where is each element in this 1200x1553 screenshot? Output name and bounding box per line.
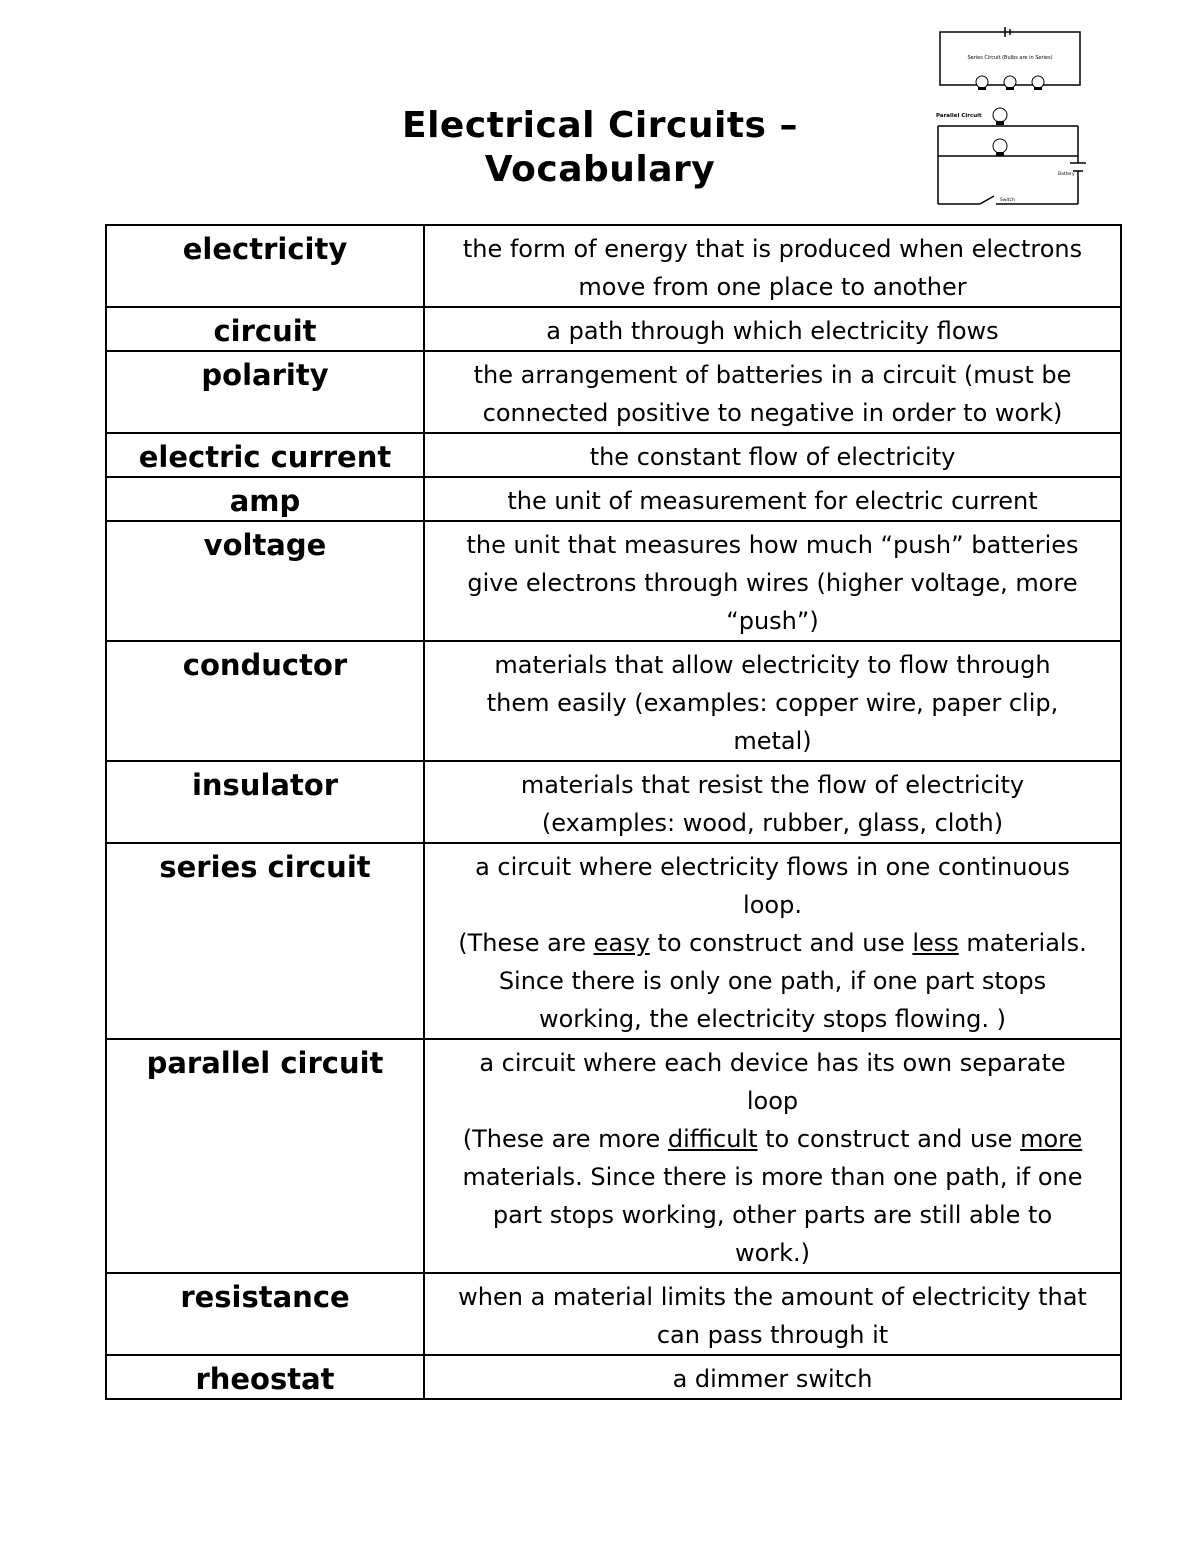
definition-text: a circuit where electricity flows in one continuous (475, 853, 1070, 881)
definition-line (431, 526, 1114, 564)
definition-text: work.) (734, 1239, 811, 1267)
definition-text: to construct and use (649, 929, 913, 957)
definition-line (431, 356, 1114, 394)
definition-line (431, 924, 1114, 962)
definition-text: a dimmer switch (672, 1365, 873, 1393)
bulb-icon (1032, 76, 1044, 90)
definition-line (431, 1316, 1114, 1354)
definition-line (431, 438, 1114, 476)
circuit-diagram (930, 24, 1100, 210)
vocab-term: amp (106, 477, 424, 521)
parallel-circuit-diagram (936, 108, 1086, 204)
vocab-term: rheostat (106, 1355, 424, 1399)
definition-line (431, 1360, 1114, 1398)
definition-line (431, 268, 1114, 306)
page-title: Electrical Circuits – Vocabulary (402, 105, 798, 190)
vocab-term: series circuit (106, 843, 424, 1039)
definition-line (431, 1158, 1114, 1196)
table-row (106, 761, 1121, 843)
definition-line (431, 564, 1114, 602)
definition-text: the unit that measures how much “push” batteries (466, 531, 1079, 559)
definition-line (431, 722, 1114, 760)
vocabulary-table (105, 224, 1122, 1400)
vocab-term: insulator (106, 761, 424, 843)
vocab-definition (424, 307, 1121, 351)
definition-text: materials that resist the flow of electricity (520, 771, 1025, 799)
vocab-definition (424, 477, 1121, 521)
definition-text: materials. (958, 929, 1087, 957)
definition-text: can pass through it (656, 1321, 889, 1349)
bulb-icon (993, 108, 1007, 125)
definition-text: them easily (examples: copper wire, paper clip, (486, 689, 1059, 717)
table-row (106, 433, 1121, 477)
vocab-term: conductor (106, 641, 424, 761)
underlined-word: less (912, 929, 959, 957)
definition-text: materials. Since there is more than one path, if one (462, 1163, 1083, 1191)
definition-text: to construct and use (757, 1125, 1021, 1153)
bulb-icon (976, 76, 988, 90)
bulb-icon (993, 139, 1007, 156)
definition-line (431, 1044, 1114, 1082)
table-row (106, 307, 1121, 351)
definition-text: when a material limits the amount of electricity that (458, 1283, 1087, 1311)
vocab-definition (424, 641, 1121, 761)
table-row (106, 1355, 1121, 1399)
vocab-definition (424, 433, 1121, 477)
definition-line (431, 1082, 1114, 1120)
definition-text: Since there is only one path, if one part stops (498, 967, 1047, 995)
table-row (106, 1273, 1121, 1355)
definition-text: the form of energy that is produced when electrons (462, 235, 1083, 263)
definition-line (431, 394, 1114, 432)
vocab-term: circuit (106, 307, 424, 351)
table-row (106, 521, 1121, 641)
vocab-term: parallel circuit (106, 1039, 424, 1273)
definition-text: (These are more (462, 1125, 668, 1153)
parallel-circuit-label: Parallel Circuit (936, 113, 982, 119)
table-row (106, 477, 1121, 521)
vocab-term: resistance (106, 1273, 424, 1355)
vocabulary-table-body (106, 225, 1121, 1399)
definition-text: loop (746, 1087, 799, 1115)
bulb-icon (1004, 76, 1016, 90)
definition-text: a circuit where each device has its own separate (479, 1049, 1066, 1077)
table-row (106, 843, 1121, 1039)
table-row (106, 351, 1121, 433)
definition-line (431, 962, 1114, 1000)
series-circuit-diagram (940, 27, 1080, 90)
definition-line (431, 1278, 1114, 1316)
underlined-word: more (1020, 1125, 1083, 1153)
definition-line (431, 602, 1114, 640)
definition-line (431, 1120, 1114, 1158)
vocab-term: electric current (106, 433, 424, 477)
definition-line (431, 230, 1114, 268)
definition-line (431, 1000, 1114, 1038)
definition-line (431, 646, 1114, 684)
table-row (106, 1039, 1121, 1273)
vocab-definition (424, 1273, 1121, 1355)
vocab-definition (424, 1355, 1121, 1399)
definition-text: a path through which electricity flows (546, 317, 999, 345)
definition-text: give electrons through wires (higher voltage, more (467, 569, 1078, 597)
definition-text: the arrangement of batteries in a circuit (must be (473, 361, 1072, 389)
underlined-word: difficult (667, 1125, 758, 1153)
definition-line (431, 1234, 1114, 1272)
table-row (106, 641, 1121, 761)
battery-label: Battery (1058, 172, 1075, 177)
vocab-definition (424, 1039, 1121, 1273)
definition-text: materials that allow electricity to flow through (494, 651, 1051, 679)
vocab-term: electricity (106, 225, 424, 307)
vocab-term: polarity (106, 351, 424, 433)
definition-text: (examples: wood, rubber, glass, cloth) (541, 809, 1004, 837)
definition-text: (These are (458, 929, 594, 957)
definition-text: connected positive to negative in order to work) (482, 399, 1063, 427)
definition-text: part stops working, other parts are still able to (492, 1201, 1053, 1229)
definition-line (431, 482, 1114, 520)
vocab-definition (424, 761, 1121, 843)
vocab-definition (424, 225, 1121, 307)
underlined-word: easy (593, 929, 650, 957)
definition-line (431, 848, 1114, 886)
definition-text: the unit of measurement for electric current (507, 487, 1038, 515)
definition-line (431, 886, 1114, 924)
definition-text: working, the electricity stops flowing. ) (538, 1005, 1007, 1033)
definition-text: the constant flow of electricity (589, 443, 956, 471)
switch-label: Switch (1000, 198, 1015, 203)
vocab-definition (424, 351, 1121, 433)
definition-line (431, 684, 1114, 722)
vocab-definition (424, 521, 1121, 641)
table-row (106, 225, 1121, 307)
definition-text: loop. (743, 891, 802, 919)
definition-text: move from one place to another (578, 273, 967, 301)
vocab-term: voltage (106, 521, 424, 641)
definition-line (431, 312, 1114, 350)
definition-line (431, 766, 1114, 804)
series-circuit-label: Series Circuit (Bulbs are in Series) (967, 55, 1053, 61)
definition-line (431, 804, 1114, 842)
definition-text: “push”) (726, 607, 819, 635)
definition-text: metal) (733, 727, 812, 755)
definition-line (431, 1196, 1114, 1234)
vocab-definition (424, 843, 1121, 1039)
